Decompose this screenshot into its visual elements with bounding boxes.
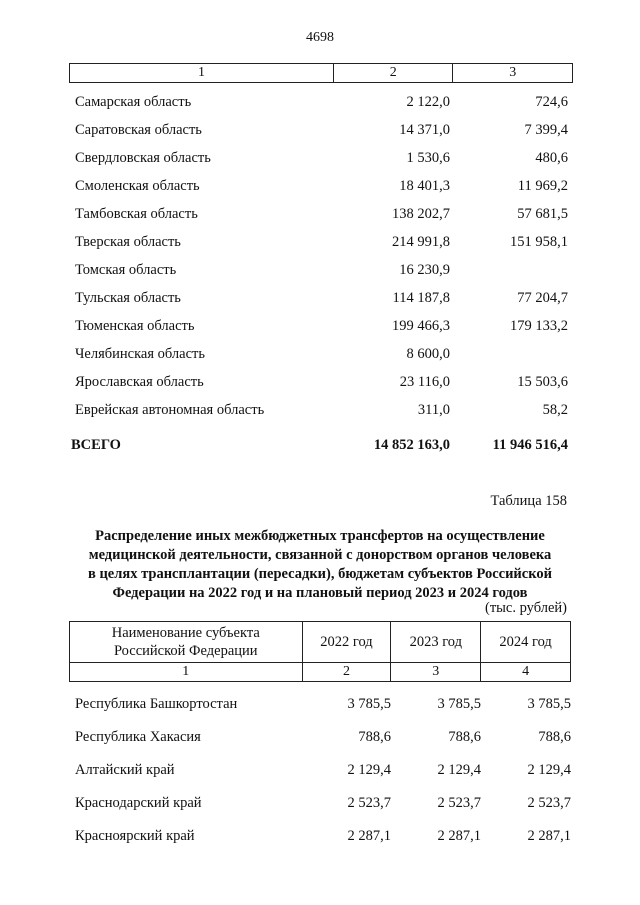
table-row: [69, 787, 571, 820]
header-subject-name: [70, 622, 302, 662]
value-col2: 1 530,6: [406, 150, 450, 166]
total-value-col3: 11 946 516,4: [492, 437, 568, 453]
table-row: [69, 144, 573, 172]
table-row: [69, 200, 573, 228]
region-name: Еврейская автономная область: [75, 402, 265, 418]
column-number-header: [69, 63, 573, 83]
table-row: [69, 256, 573, 284]
value-2023: 3 785,5: [437, 696, 481, 712]
value-col3: 58,2: [542, 402, 568, 418]
value-2022: 2 129,4: [347, 762, 391, 778]
region-name: Томская область: [75, 262, 177, 278]
value-2022: 2 523,7: [347, 795, 391, 811]
subject-name: Краснодарский край: [75, 795, 202, 811]
header-subject-line2: Российской Федерации: [113, 643, 258, 659]
header-2022: 2022 год: [302, 622, 391, 662]
value-2023: 2 129,4: [437, 762, 481, 778]
column-number-1: 1: [197, 65, 205, 80]
value-col2: 138 202,7: [392, 206, 450, 222]
header-2024: 2024 год: [480, 622, 570, 662]
value-col2: 8 600,0: [406, 346, 450, 362]
column-number-2: 2: [302, 663, 391, 681]
table-row: [69, 820, 571, 853]
table-body: [69, 83, 573, 424]
table-row: [69, 312, 573, 340]
value-2023: 788,6: [448, 729, 481, 745]
value-2023: 2 287,1: [437, 828, 481, 844]
table-row: [69, 88, 573, 116]
table-title: [60, 527, 580, 603]
region-name: Тамбовская область: [75, 206, 198, 222]
subject-name: Алтайский край: [75, 762, 175, 778]
region-name: Челябинская область: [75, 346, 205, 362]
table-row: [69, 368, 573, 396]
value-col3: 724,6: [535, 94, 568, 110]
value-2023: 2 523,7: [437, 795, 481, 811]
column-number-4: 4: [480, 663, 570, 681]
value-2022: 2 287,1: [347, 828, 391, 844]
page-number: 4698: [306, 30, 334, 45]
value-2024: 2 523,7: [527, 795, 571, 811]
value-2024: 3 785,5: [527, 696, 571, 712]
value-col3: 15 503,6: [517, 374, 568, 390]
subject-name: Республика Башкортостан: [75, 696, 238, 712]
region-name: Смоленская область: [75, 178, 200, 194]
table-body: [69, 682, 571, 853]
value-col3: 7 399,4: [524, 122, 568, 138]
total-label: ВСЕГО: [71, 437, 121, 453]
column-number-header: [69, 663, 571, 682]
region-name: Тверская область: [75, 234, 181, 250]
units-label: (тыс. рублей): [485, 600, 567, 616]
table-row: [69, 284, 573, 312]
transplant-transfers-table: [69, 621, 571, 853]
table-header: [69, 621, 571, 663]
table-row: [69, 340, 573, 368]
value-col2: 2 122,0: [406, 94, 450, 110]
total-value-col2: 14 852 163,0: [373, 437, 450, 453]
value-2024: 2 287,1: [527, 828, 571, 844]
value-col3: [450, 256, 568, 284]
value-col3: 480,6: [535, 150, 568, 166]
value-col2: 16 230,9: [399, 262, 450, 278]
header-2023: 2023 год: [390, 622, 480, 662]
value-col2: 214 991,8: [392, 234, 450, 250]
table-row: [69, 721, 571, 754]
header-subject-line1: Наименование субъекта: [111, 625, 260, 641]
table-row: [69, 396, 573, 424]
table-row: [69, 172, 573, 200]
value-col2: 114 187,8: [392, 290, 450, 306]
value-2022: 788,6: [358, 729, 391, 745]
subject-name: Республика Хакасия: [75, 729, 201, 745]
region-name: Свердловская область: [75, 150, 211, 166]
column-number-3: 3: [452, 64, 572, 82]
value-col3: 151 958,1: [510, 234, 568, 250]
region-name: Саратовская область: [75, 122, 202, 138]
subject-name: Красноярский край: [75, 828, 195, 844]
value-col2: 18 401,3: [399, 178, 450, 194]
value-col2: 199 466,3: [392, 318, 450, 334]
value-2024: 2 129,4: [527, 762, 571, 778]
table-title-line: Распределение иных межбюджетных трансфертов на осуществление: [95, 528, 545, 544]
value-col3: 11 969,2: [517, 178, 568, 194]
region-name: Тульская область: [75, 290, 181, 306]
total-row: [69, 430, 573, 460]
value-col3: 179 133,2: [510, 318, 568, 334]
table-row: [69, 116, 573, 144]
table-row: [69, 228, 573, 256]
table-title-line: Федерации на 2022 год и на плановый период 2023 и 2024 годов: [112, 585, 528, 601]
value-col2: 23 116,0: [399, 374, 450, 390]
table-title-line: медицинской деятельности, связанной с донорством органов человека: [88, 547, 552, 563]
table-row: [69, 688, 571, 721]
value-col2: 311,0: [417, 402, 450, 418]
table-label: Таблица 158: [490, 493, 567, 509]
value-2022: 3 785,5: [347, 696, 391, 712]
column-number-3: 3: [390, 663, 480, 681]
value-2024: 788,6: [538, 729, 571, 745]
region-name: Ярославская область: [75, 374, 204, 390]
value-col3: [450, 340, 568, 368]
region-name: Самарская область: [75, 94, 192, 110]
column-number-1: 1: [182, 664, 190, 679]
regional-transfers-table-continued: [69, 63, 573, 460]
value-col3: 77 204,7: [517, 290, 568, 306]
value-col3: 57 681,5: [517, 206, 568, 222]
region-name: Тюменская область: [75, 318, 195, 334]
table-title-line: в целях трансплантации (пересадки), бюджетам субъектов Российской: [87, 566, 552, 582]
column-number-2: 2: [333, 64, 453, 82]
value-col2: 14 371,0: [399, 122, 450, 138]
table-row: [69, 754, 571, 787]
